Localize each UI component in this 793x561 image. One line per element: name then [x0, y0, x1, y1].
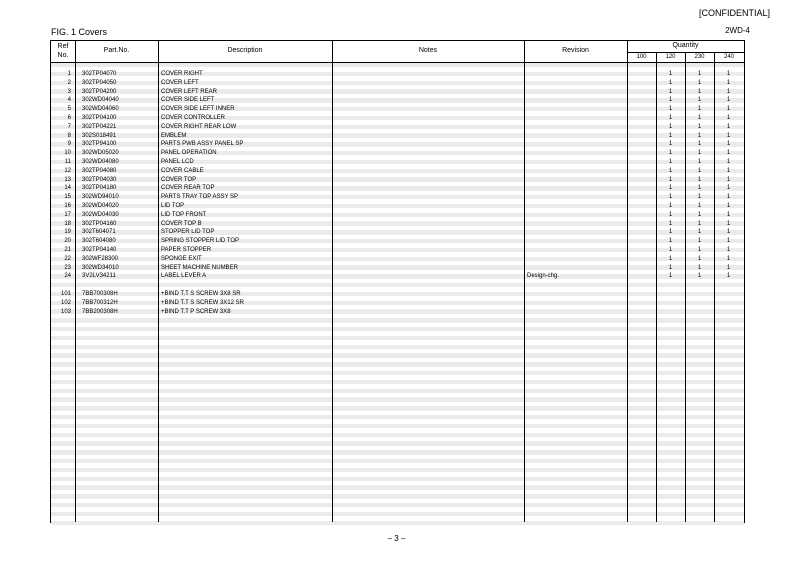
- part-number-cell: 302WD04030: [82, 211, 119, 218]
- description-cell: SPONGE EXIT: [161, 255, 202, 262]
- ref-cell: 23: [64, 264, 71, 271]
- quantity-cell: 1: [668, 106, 673, 113]
- header-qty-240: 240: [723, 54, 734, 60]
- description-cell: COVER RIGHT REAR LOW: [161, 123, 237, 130]
- quantity-cell: 1: [726, 123, 731, 130]
- table-row: [51, 281, 744, 290]
- row-stripe: [51, 415, 744, 419]
- ref-cell: 19: [64, 229, 71, 236]
- quantity-cell: 1: [697, 115, 702, 121]
- part-number-cell: 302TP04180: [82, 185, 117, 192]
- quantity-cell: 1: [726, 79, 731, 86]
- description-cell: LID TOP: [161, 203, 185, 209]
- ref-cell: 1: [67, 71, 71, 77]
- ref-cell: 5: [67, 106, 71, 113]
- table-row: [51, 70, 744, 79]
- row-stripe: [51, 485, 744, 489]
- quantity-cell: 1: [668, 255, 673, 262]
- quantity-cell: 1: [697, 71, 702, 77]
- quantity-cell: 1: [697, 176, 702, 183]
- table-row: [51, 246, 744, 255]
- description-cell: COVER CONTROLLER: [161, 115, 226, 121]
- quantity-cell: 1: [668, 264, 673, 271]
- description-cell: COVER TOP: [161, 176, 197, 183]
- quantity-cell: 1: [697, 106, 702, 113]
- row-stripe: [51, 397, 744, 401]
- quantity-cell: 1: [668, 141, 673, 148]
- table-row: [51, 79, 744, 88]
- part-number-cell: 302TP94100: [82, 141, 117, 148]
- part-number-cell: 302WD34010: [82, 264, 119, 271]
- ref-cell: 21: [64, 247, 71, 253]
- quantity-cell: 1: [697, 220, 702, 227]
- header-quantity: Quantity: [672, 42, 699, 49]
- row-stripe: [51, 327, 744, 331]
- header-qty-120: 120: [665, 54, 676, 60]
- quantity-cell: 1: [697, 238, 702, 245]
- header-qty-100: 100: [636, 54, 647, 60]
- ref-cell: 7: [67, 123, 71, 130]
- quantity-cell: 1: [726, 273, 731, 280]
- part-number-cell: 302WD94010: [82, 194, 119, 201]
- divider: [627, 41, 628, 522]
- ref-cell: 12: [64, 167, 71, 174]
- table-row: [51, 308, 744, 317]
- ref-cell: 101: [60, 291, 71, 297]
- row-stripe: [51, 371, 744, 375]
- row-stripe: [51, 380, 744, 384]
- description-cell: PANEL OPERATION: [161, 150, 217, 157]
- table-row: [51, 193, 744, 202]
- table-row: [51, 114, 744, 123]
- quantity-cell: 1: [668, 79, 673, 86]
- quantity-cell: 1: [668, 150, 673, 157]
- quantity-cell: 1: [726, 176, 731, 183]
- header-revision: Revision: [562, 47, 589, 54]
- row-stripe: [51, 336, 744, 340]
- description-cell: STOPPER LID TOP: [161, 229, 215, 236]
- quantity-cell: 1: [668, 185, 673, 192]
- quantity-cell: 1: [668, 88, 673, 95]
- table-row: [51, 290, 744, 299]
- header-qty-230: 230: [694, 54, 705, 60]
- part-number-cell: 302T604071: [82, 229, 116, 236]
- ref-cell: 24: [64, 273, 71, 280]
- quantity-cell: 1: [668, 159, 673, 165]
- ref-cell: 4: [67, 97, 71, 104]
- header-ref-line1: Ref: [57, 43, 69, 50]
- ref-cell: 6: [67, 115, 71, 121]
- divider: [685, 52, 686, 522]
- confidential-label: [CONFIDENTIAL]: [698, 8, 770, 18]
- part-number-cell: 302TP04221: [82, 123, 117, 130]
- quantity-cell: 1: [668, 194, 673, 201]
- ref-cell: 10: [64, 150, 71, 157]
- part-number-cell: 7BB700312H: [82, 299, 118, 306]
- part-number-cell: 302T604080: [82, 238, 116, 245]
- ref-cell: 20: [64, 238, 71, 245]
- description-cell: EMBLEM: [161, 132, 187, 139]
- quantity-cell: 1: [726, 71, 731, 77]
- ref-cell: 8: [67, 132, 71, 139]
- quantity-cell: 1: [668, 176, 673, 183]
- quantity-cell: 1: [697, 247, 702, 253]
- row-stripe: [51, 433, 744, 437]
- divider: [627, 52, 744, 53]
- table-row: [51, 237, 744, 246]
- quantity-cell: 1: [726, 88, 731, 95]
- part-number-cell: 302TP04100: [82, 115, 117, 121]
- table-row: [51, 211, 744, 220]
- quantity-cell: 1: [726, 150, 731, 157]
- quantity-cell: 1: [697, 159, 702, 165]
- quantity-cell: 1: [668, 247, 673, 253]
- part-number-cell: 302TP04070: [82, 71, 117, 77]
- quantity-cell: 1: [726, 106, 731, 113]
- quantity-cell: 1: [668, 115, 673, 121]
- divider: [332, 41, 333, 522]
- description-cell: PANEL LCD: [161, 159, 194, 165]
- quantity-cell: 1: [726, 97, 731, 104]
- divider: [714, 52, 715, 522]
- table-row: [51, 184, 744, 193]
- part-number-cell: 302WD04080: [82, 159, 119, 165]
- description-cell: SPRING STOPPER LID TOP: [161, 238, 240, 245]
- table-row: [51, 96, 744, 105]
- part-number-cell: 302TP04050: [82, 79, 117, 86]
- description-cell: +BIND T.T P SCREW 3X8: [161, 308, 231, 315]
- quantity-cell: 1: [726, 203, 731, 209]
- quantity-cell: 1: [697, 132, 702, 139]
- quantity-cell: 1: [668, 71, 673, 77]
- part-number-cell: 302TP04030: [82, 176, 117, 183]
- table-row: [51, 105, 744, 114]
- ref-cell: 13: [64, 176, 71, 183]
- ref-cell: 22: [64, 255, 71, 262]
- ref-cell: 16: [64, 203, 71, 209]
- quantity-cell: 1: [697, 123, 702, 130]
- table-row: [51, 202, 744, 211]
- quantity-cell: 1: [726, 264, 731, 271]
- divider: [51, 62, 744, 63]
- row-stripe: [51, 468, 744, 472]
- quantity-cell: 1: [726, 115, 731, 121]
- table-row: [51, 158, 744, 167]
- row-stripe: [51, 424, 744, 428]
- part-number-cell: 302WD04060: [82, 106, 119, 113]
- part-number-cell: 302WD04040: [82, 97, 119, 104]
- table-row: [51, 132, 744, 141]
- part-number-cell: 302TP04140: [82, 247, 117, 253]
- quantity-cell: 1: [726, 185, 731, 192]
- row-stripe: [51, 477, 744, 481]
- quantity-cell: 1: [668, 203, 673, 209]
- quantity-cell: 1: [697, 229, 702, 236]
- quantity-cell: 1: [697, 88, 702, 95]
- quantity-cell: 1: [697, 150, 702, 157]
- quantity-cell: 1: [697, 97, 702, 104]
- quantity-cell: 1: [726, 255, 731, 262]
- part-number-cell: 302TP04160: [82, 220, 117, 227]
- quantity-cell: 1: [697, 167, 702, 174]
- quantity-cell: 1: [668, 211, 673, 218]
- quantity-cell: 1: [726, 229, 731, 236]
- quantity-cell: 1: [697, 264, 702, 271]
- quantity-cell: 1: [697, 255, 702, 262]
- ref-cell: 102: [60, 299, 71, 306]
- ref-cell: 2: [67, 79, 71, 86]
- quantity-cell: 1: [697, 185, 702, 192]
- row-stripe: [51, 450, 744, 454]
- table-row: [51, 272, 744, 281]
- table-row: [51, 140, 744, 149]
- figure-title: FIG. 1 Covers: [51, 27, 108, 37]
- description-cell: COVER LEFT: [161, 79, 199, 86]
- revision-cell: Design-chg.: [527, 273, 560, 280]
- header-description: Description: [227, 47, 263, 54]
- part-number-cell: 302TP04200: [82, 88, 117, 95]
- quantity-cell: 1: [668, 132, 673, 139]
- row-stripe: [51, 512, 744, 516]
- description-cell: LABEL LEVER A: [161, 273, 207, 280]
- table-row: [51, 88, 744, 97]
- quantity-cell: 1: [697, 211, 702, 218]
- quantity-cell: 1: [697, 203, 702, 209]
- table-row: [51, 149, 744, 158]
- part-number-cell: 302WD05020: [82, 150, 119, 157]
- row-stripe: [51, 362, 744, 366]
- description-cell: +BIND T.T S SCREW 3X12 SR: [161, 299, 244, 306]
- table-row: [51, 264, 744, 273]
- row-stripe: [51, 441, 744, 445]
- ref-cell: 14: [64, 185, 71, 192]
- description-cell: LID TOP FRONT: [161, 211, 207, 218]
- description-cell: PAPER STOPPER: [161, 247, 212, 253]
- ref-cell: 17: [64, 211, 71, 218]
- description-cell: COVER REAR TOP: [161, 185, 215, 192]
- quantity-cell: 1: [697, 79, 702, 86]
- quantity-cell: 1: [726, 238, 731, 245]
- description-cell: COVER SIDE LEFT INNER: [161, 106, 235, 113]
- quantity-cell: 1: [668, 167, 673, 174]
- header-ref-line2: No.: [57, 52, 69, 59]
- table-row: [51, 123, 744, 132]
- description-cell: +BIND T.T S SCREW 3X8 SR: [161, 291, 241, 297]
- part-number-cell: 3V2LV34211: [82, 273, 116, 280]
- ref-cell: 3: [67, 88, 71, 95]
- quantity-cell: 1: [726, 194, 731, 201]
- quantity-cell: 1: [726, 159, 731, 165]
- quantity-cell: 1: [697, 141, 702, 148]
- page-number: – 3 –: [387, 534, 406, 543]
- part-number-cell: 7BB700308H: [82, 291, 118, 297]
- quantity-cell: 1: [668, 238, 673, 245]
- quantity-cell: 1: [726, 167, 731, 174]
- quantity-cell: 1: [668, 123, 673, 130]
- quantity-cell: 1: [726, 247, 731, 253]
- row-stripe: [51, 406, 744, 410]
- header-part-no: Part.No.: [103, 47, 130, 54]
- description-cell: COVER LEFT REAR: [161, 88, 217, 95]
- quantity-cell: 1: [668, 229, 673, 236]
- description-cell: PARTS PWB ASSY PANEL SP: [161, 141, 244, 148]
- quantity-cell: 1: [668, 97, 673, 104]
- quantity-cell: 1: [668, 220, 673, 227]
- part-number-cell: 7BB200308H: [82, 308, 118, 315]
- divider: [656, 52, 657, 522]
- row-stripe: [51, 503, 744, 507]
- part-number-cell: 302S018491: [82, 132, 117, 139]
- row-stripe: [51, 345, 744, 349]
- ref-cell: 103: [60, 308, 71, 315]
- description-cell: COVER TOP B: [161, 220, 202, 227]
- quantity-cell: 1: [726, 141, 731, 148]
- description-cell: SHEET MACHINE NUMBER: [161, 264, 238, 271]
- table-row: [51, 167, 744, 176]
- parts-table: [50, 40, 745, 523]
- description-cell: COVER SIDE LEFT: [161, 97, 215, 104]
- table-row: [51, 220, 744, 229]
- part-number-cell: 302TP04080: [82, 167, 117, 174]
- table-row: [51, 299, 744, 308]
- description-cell: COVER CABLE: [161, 167, 204, 174]
- ref-cell: 11: [64, 159, 71, 165]
- quantity-cell: 1: [668, 273, 673, 280]
- quantity-cell: 1: [697, 194, 702, 201]
- description-cell: PARTS TRAY TOP ASSY SP: [161, 194, 239, 201]
- document-code: 2WD-4: [725, 26, 750, 35]
- divider: [158, 41, 159, 522]
- description-cell: COVER RIGHT: [161, 71, 203, 77]
- part-number-cell: 302WD04020: [82, 203, 119, 209]
- row-stripe: [51, 318, 744, 322]
- row-stripe: [51, 459, 744, 463]
- table-row: [51, 255, 744, 264]
- row-stripe: [51, 389, 744, 393]
- row-stripe: [51, 521, 744, 525]
- ref-cell: 18: [64, 220, 71, 227]
- row-stripe: [51, 353, 744, 357]
- quantity-cell: 1: [726, 211, 731, 218]
- row-stripe: [51, 63, 744, 67]
- row-stripe: [51, 494, 744, 498]
- ref-cell: 9: [67, 141, 71, 148]
- ref-cell: 15: [64, 194, 71, 201]
- divider: [524, 41, 525, 522]
- divider: [75, 41, 76, 522]
- quantity-cell: 1: [697, 273, 702, 280]
- table-row: [51, 176, 744, 185]
- quantity-cell: 1: [726, 220, 731, 227]
- part-number-cell: 302WF28300: [82, 255, 119, 262]
- header-notes: Notes: [418, 47, 438, 54]
- table-row: [51, 228, 744, 237]
- quantity-cell: 1: [726, 132, 731, 139]
